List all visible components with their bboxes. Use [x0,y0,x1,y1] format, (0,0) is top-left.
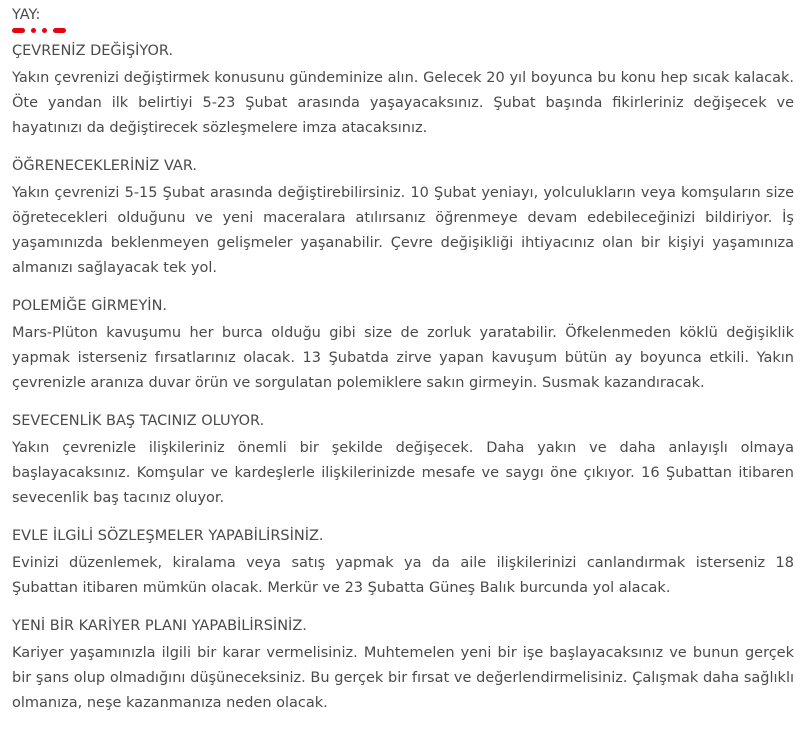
section-heading: ÖĞRENECEKLERİNİZ VAR. [12,158,198,174]
underline-dot [42,28,47,33]
title-underline-dots [12,28,794,34]
section-evle-ilgili [12,527,794,601]
underline-dot [31,28,36,33]
section-text: Mars-Plüton kavuşumu her burca olduğu gibi size de zorluk yaratabilir. Öfkelenmeden köklü değişiklik yapmak isterseniz fırsatlarınız olacak. 13 Şubatda zirve yapan kavuşum bütün ay boyunca etkili. Yakın çevrenizle aranıza duvar örün ve sorgulatan polemiklere sakın girmeyin. Susmak kazandıracak. [12,325,794,391]
section-text: Yakın çevrenizi değiştirmek konusunu gündeminize alın. Gelecek 20 yıl boyunca bu konu hep sıcak kalacak. Öte yandan ilk belirtiyi 5-23 Şubat arasında yaşayacaksınız. Şubat başında fikirleriniz değişecek ve hayatınızı da değiştirecek sözleşmelere imza atacaksınız. [12,70,794,136]
section-heading: POLEMİĞE GİRMEYİN. [12,298,168,314]
section-text: Yakın çevrenizle ilişkileriniz önemli bir şekilde değişecek. Daha yakın ve daha anlayışlı olmaya başlayacaksınız. Komşular ve kardeşlerle ilişkilerinizde mesafe ve saygı öne çıkıyor. 16 Şubattan itibaren sevecenlik baş tacınız oluyor. [12,440,794,506]
sign-title: YAY: [12,7,41,23]
section-cevreniz-degisiyor [12,42,794,141]
section-heading: EVLE İLGİLİ SÖZLEŞMELER YAPABİLİRSİNİZ. [12,528,324,544]
section-text: Yakın çevrenizi 5-15 Şubat arasında değiştirebilirsiniz. 10 Şubat yeniayı, yolculukların veya komşuların size öğretecekleri olduğunu ve yeni maceralara atılırsanız öğrenmeye devam edebileceğinizi bildiriyor. İş yaşamınızda beklenmeyen gelişmeler yaşanabilir. Çevre değişikliği ihtiyacınız olan bir kişiyi yaşamınıza almanızı sağlayacak tek yol. [12,185,794,276]
section-text: Kariyer yaşamınızla ilgili bir karar vermelisiniz. Muhtemelen yeni bir işe başlayacaksınız ve bunun gerçek bir şans olup olmadığını düşüneceksiniz. Bu gerçek bir fırsat ve değerlendirmelisiniz. Çalışmak daha sağlıklı olmanıza, neşe kazanmanıza neden olacak. [12,645,794,711]
section-ogrenecekleriniz-var [12,157,794,281]
horoscope-article [12,0,794,732]
section-text: Evinizi düzenlemek, kiralama veya satış yapmak ya da aile ilişkilerinizi canlandırmak isterseniz 18 Şubattan itibaren mümkün olacak. Merkür ve 23 Şubatta Güneş Balık burcunda yol alacak. [12,555,794,596]
section-kariyer-plani [12,617,794,716]
underline-dash [12,28,25,33]
section-polemige-girmeyin [12,297,794,396]
section-sevecenlik [12,412,794,511]
section-heading: SEVECENLİK BAŞ TACINIZ OLUYOR. [12,413,265,429]
section-heading: YENİ BİR KARİYER PLANI YAPABİLİRSİNİZ. [12,618,307,634]
section-heading: ÇEVRENİZ DEĞİŞİYOR. [12,43,174,59]
underline-dash [53,28,66,33]
